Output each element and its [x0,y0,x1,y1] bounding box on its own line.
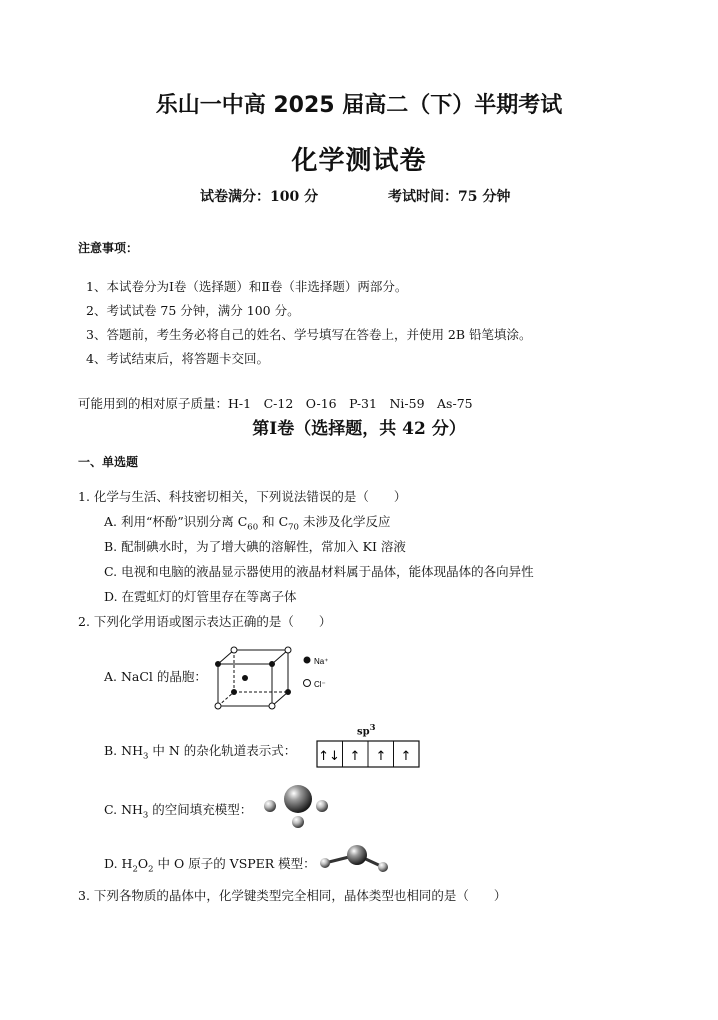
question-1-option-a: A. 利用“杯酚”识别分离 $C_{60}$ 和 $C_{70}$ 未涉及化学反应 [104,514,391,533]
vsepr-model [315,843,393,877]
orbital-box-1: ↑↓ [318,749,340,764]
atomic-mass-line: 可能用到的相对原子质量：H-1 C-12 O-16 P-31 Ni-59 As-75 [78,396,473,411]
section-heading: 一、单选题 [78,455,139,469]
sp3-label: $sp^3$ [357,723,376,738]
nh3-space-filling-model [262,782,334,832]
full-score: 试卷满分：100 分 [200,189,319,205]
question-2-option-b: B. $NH_3$ 中 N 的杂化轨道表示式： [104,743,297,762]
question-1-option-c: C. 电视和电脑的液晶显示器使用的液晶材料属于晶体，能体现晶体的各向异性 [104,564,534,579]
orbital-box-3: ↑ [375,749,387,764]
exam-title: 乐山一中高 2025 届高二（下）半期考试 [155,93,563,118]
question-3-stem: 3. 下列各物质的晶体中，化学键类型完全相同，晶体类型也相同的是（ ） [78,888,507,903]
question-1-stem: 1. 化学与生活、科技密切相关，下列说法错误的是（ ） [78,489,407,504]
question-1-option-b: B. 配制碘水时，为了增大碘的溶解性，常加入 KI 溶液 [104,539,406,554]
notice-item: 1、本试卷分为Ⅰ卷（选择题）和Ⅱ卷（非选择题）两部分。 [86,279,408,294]
legend-cl-label: Cl⁻ [314,680,326,689]
exam-time: 考试时间：75 分钟 [388,189,511,205]
notice-item: 3、答题前，考生务必将自己的姓名、学号填写在答卷上，并使用 2B 铅笔填涂。 [86,327,532,342]
exam-subtitle: 化学测试卷 [291,146,427,176]
question-2-option-a: A. NaCl 的晶胞： [104,669,207,684]
question-1-option-d: D. 在霓虹灯的灯管里存在等离子体 [104,589,297,604]
orbital-box-2: ↑ [349,749,361,764]
question-2-stem: 2. 下列化学用语或图示表达正确的是（ ） [78,614,332,629]
question-2-option-c: C. $NH_3$ 的空间填充模型： [104,802,253,821]
orbital-box-4: ↑ [400,749,412,764]
notice-heading: 注意事项： [78,241,139,255]
notice-item: 2、考试试卷 75 分钟，满分 100 分。 [86,303,300,318]
orbital-diagram [316,740,420,768]
legend-na-label: Na⁺ [314,657,329,666]
nacl-unit-cell-diagram [210,640,340,715]
part1-heading: 第Ⅰ卷（选择题，共 42 分） [252,419,466,439]
question-2-option-d: D. $H_2O_2$ 中 O 原子的 VSPER 模型： [104,856,316,875]
notice-item: 4、考试结束后，将答题卡交回。 [86,351,269,366]
